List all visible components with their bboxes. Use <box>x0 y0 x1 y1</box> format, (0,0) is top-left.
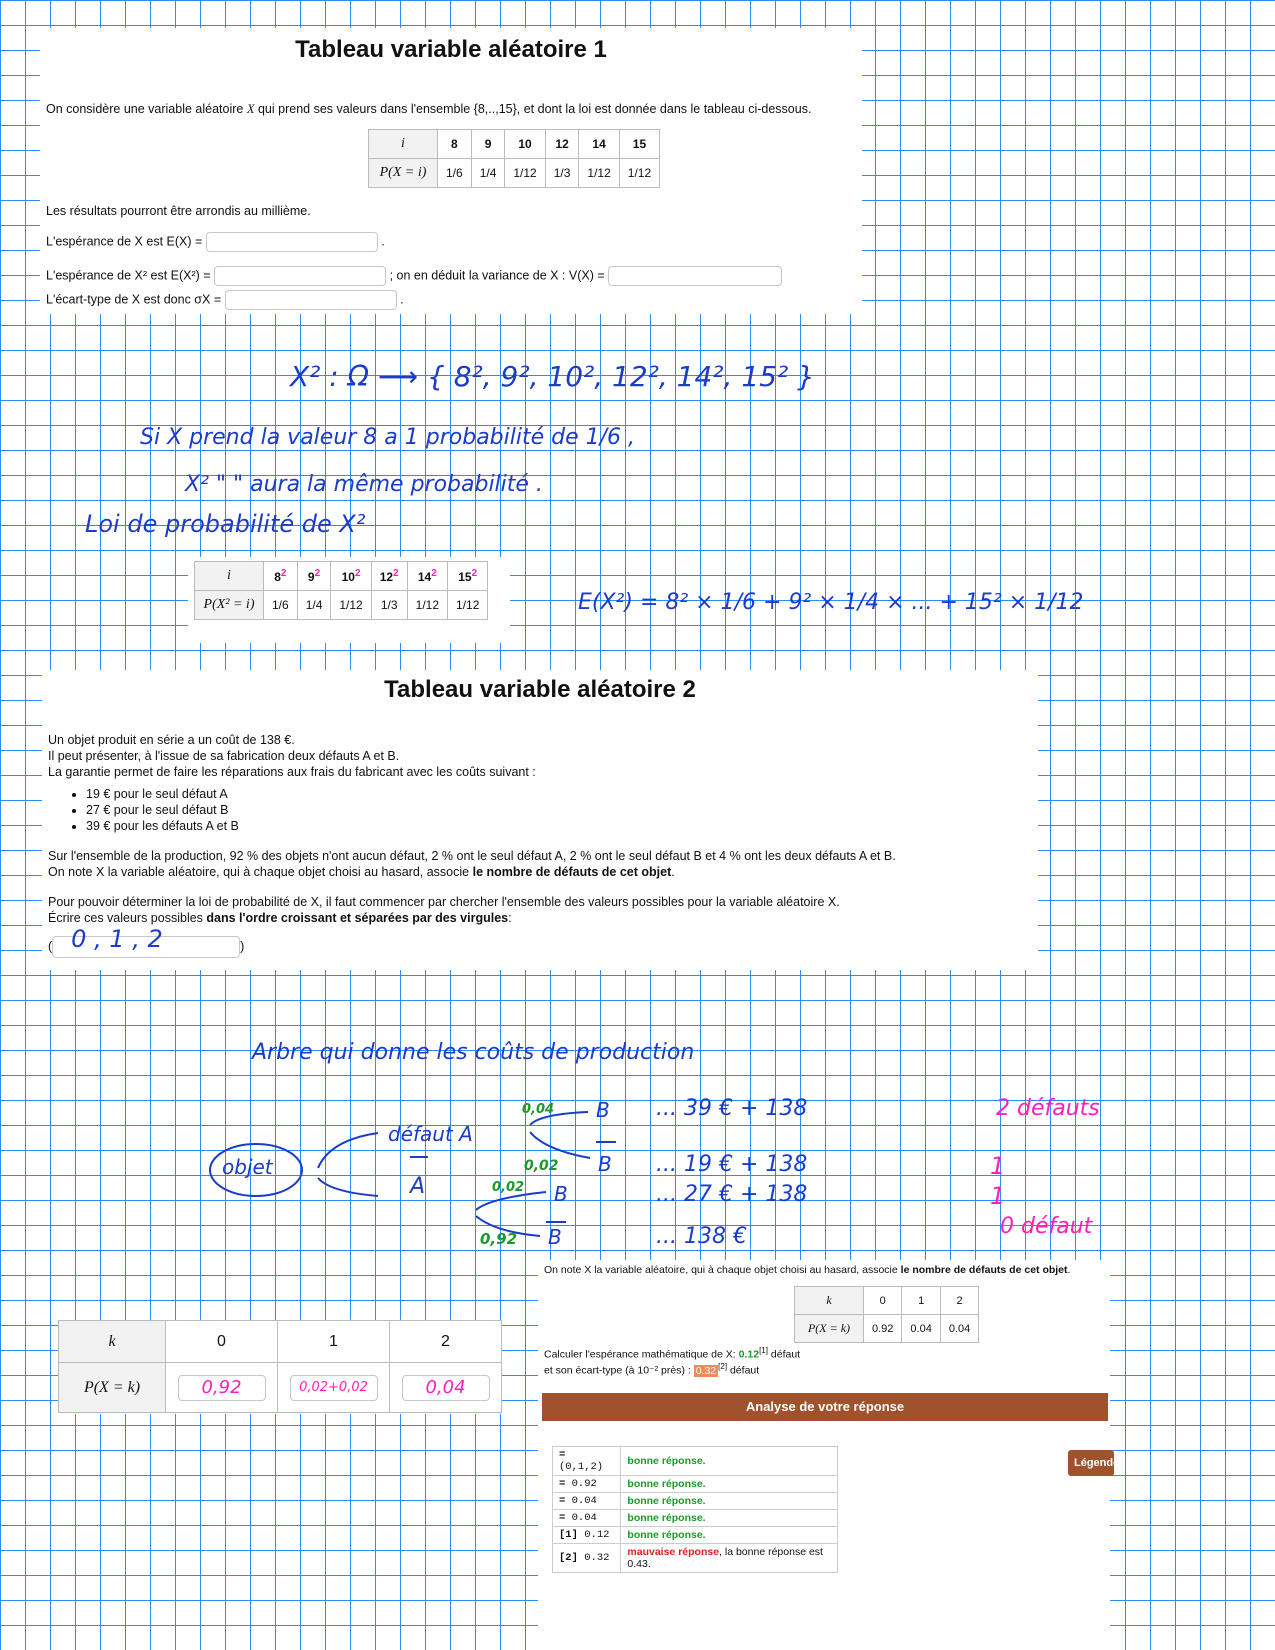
law-prob: 1/12 <box>619 159 659 188</box>
law-prob: 1/12 <box>579 159 619 188</box>
tree-cost-1: ... 39 € + 138 <box>656 1096 808 1121</box>
tree-prob-abarbbar: 0,92 <box>480 1230 518 1248</box>
handwritten-note-line-2: X² " " aura la même probabilité . <box>185 472 543 497</box>
tree-defects-4: 0 défaut <box>1000 1214 1093 1239</box>
expectation-input[interactable] <box>206 232 378 252</box>
tree-cost-4: ... 138 € <box>656 1224 747 1249</box>
analysis-table <box>552 1446 838 1573</box>
table-row: = 0.04 bonne réponse. <box>553 1510 838 1527</box>
answer-table: k 0 1 2 P(X = k) 0,92 0,02+0,02 0,04 <box>58 1320 502 1413</box>
wrong-answer-badge: 0.32 <box>695 1364 717 1377</box>
values-answer-row: ( 0 , 1 , 2 ) <box>48 936 1028 958</box>
law-value: 14 <box>579 130 619 159</box>
handwritten-note-line-1: Si X prend la valeur 8 a 1 probabilité de 1/6 , <box>140 425 636 450</box>
cost-list <box>48 786 1028 834</box>
law-prob: 1/6 <box>438 159 472 188</box>
handwritten-mapping: X² : Ω ⟶ { 8², 9², 10², 12², 14², 15² } <box>290 360 815 393</box>
tree-defects-3: 1 <box>990 1182 1006 1210</box>
table-row: = 0.04 bonne réponse. <box>553 1493 838 1510</box>
exercise-2-title: Tableau variable aléatoire 2 <box>384 676 696 703</box>
tree-defects-2: 1 <box>990 1152 1006 1180</box>
law-value: 10 <box>505 130 545 159</box>
list-item: • 19 € pour le seul défaut A <box>86 786 1028 802</box>
handwritten-formula: E(X²) = 8² × 1/6 + 9² × 1/4 × ... + 15² × 1/12 <box>578 590 1084 615</box>
table-row: [1] 0.12 bonne réponse. <box>553 1527 838 1544</box>
prob-0-input[interactable]: 0,92 <box>178 1375 266 1401</box>
tree-branch-a: défaut A <box>388 1122 473 1146</box>
law-value: 15 <box>619 130 659 159</box>
table-row: = 0.92 bonne réponse. <box>553 1476 838 1493</box>
tree-defects-1: 2 défauts <box>996 1096 1100 1121</box>
handwritten-law-heading: Loi de probabilité de X² <box>85 510 366 538</box>
legend-button[interactable]: Légende <box>1068 1450 1114 1476</box>
expectation-square-input[interactable] <box>214 266 386 286</box>
law-value: 12 <box>545 130 579 159</box>
exercise-1-title: Tableau variable aléatoire 1 <box>295 36 607 63</box>
result-panel <box>538 1260 1120 1650</box>
answer-table-panel <box>58 1320 502 1414</box>
prob-1-input[interactable]: 0,02+0,02 <box>290 1375 378 1401</box>
question-expectation: L'espérance de X est E(X) = . <box>46 232 385 252</box>
result-std-dev: et son écart-type (à 10⁻² près) : 0.32 [2] défaut <box>544 1362 760 1377</box>
table-row: = (0,1,2) bonne réponse. <box>553 1447 838 1476</box>
handwritten-answer: 0 , 1 , 2 <box>71 925 163 953</box>
law-value: 9 <box>471 130 505 159</box>
table-row: [2] 0.32 mauvaise réponse, la bonne réponse est 0.43. <box>553 1544 838 1573</box>
result-expectation: Calculer l'espérance mathématique de X: 0.12[1] défaut <box>544 1346 801 1361</box>
tree-root: objet <box>222 1155 273 1179</box>
tree-leaf-bbar1: B <box>598 1152 612 1176</box>
question-expectation-square: L'espérance de X² est E(X²) = ; on en déduit la variance de X : V(X) = <box>46 266 782 286</box>
exercise-panel-1 <box>40 28 862 314</box>
tree-leaf-b1: B <box>596 1098 610 1122</box>
values-input[interactable] <box>52 925 240 958</box>
tree-prob-ab: 0,04 <box>522 1102 555 1117</box>
law-table-1-prob-label: P(X = i) <box>369 159 438 188</box>
list-item: • 39 € pour les défauts A et B <box>86 818 1028 834</box>
law-table-1-header: i <box>369 130 438 159</box>
tree-heading: Arbre qui donne les coûts de production <box>252 1040 695 1065</box>
tree-prob-abarb: 0,02 <box>492 1180 525 1195</box>
std-dev-input[interactable] <box>225 290 397 310</box>
tree-branch-abar: A <box>410 1174 426 1199</box>
list-item: • 27 € pour le seul défaut B <box>86 802 1028 818</box>
tree-leaf-b2: B <box>554 1182 568 1206</box>
law-prob: 1/12 <box>505 159 545 188</box>
exercise-panel-2 <box>42 670 1038 970</box>
tree-leaf-bbar2: B <box>548 1225 562 1249</box>
exercise-2-text: Un objet produit en série a un coût de 138 €. Il peut présenter, à l'issue de sa fabrication deux défauts A et B. La garantie permet de faire les réparations aux frais du fabricant avec les coûts suivant : • 19 € pour le seul défaut A • 27 € pour le seul défaut B • 39 € pour les défauts A et B Sur l'ensemble de la production, 92 % des objets n'ont aucun défaut, 2 % ont le seul défaut A, 2 % ont le seul défaut B et 4 % ont les deux défauts A et B. On note X la variable aléatoire, qui à chaque objet choisi au hasard, associe le nombre de défauts de cet objet. Pour pouvoir déterminer la loi de probabilité de X, il faut commencer par chercher l'ensemble des valeurs possibles pour la variable aléatoire X. Écrire ces valeurs possibles dans l'ordre croissant et séparées par des virgules: ( 0 , 1 , 2 ) <box>48 732 1028 958</box>
analysis-banner: Analyse de votre réponse <box>542 1393 1108 1421</box>
law-prob: 1/3 <box>545 159 579 188</box>
tree-cost-3: ... 27 € + 138 <box>656 1182 808 1207</box>
tree-prob-abbar: 0,02 <box>524 1158 559 1174</box>
result-law-table: k 0 1 2 P(X = k) 0.92 0.04 0.04 <box>794 1286 979 1343</box>
tree-cost-2: ... 19 € + 138 <box>656 1152 808 1177</box>
result-intro: On note X la variable aléatoire, qui à chaque objet choisi au hasard, associe le nombre de défauts de cet objet. <box>544 1264 1071 1276</box>
exercise-1-intro: On considère une variable aléatoire X qui prend ses valeurs dans l'ensemble {8,..,15}, et dont la loi est donnée dans le tableau ci-dessous. <box>46 102 812 116</box>
law-prob: 1/4 <box>471 159 505 188</box>
question-std-dev: L'écart-type de X est donc σX = . <box>46 290 404 310</box>
law-table-2-panel <box>188 557 510 643</box>
law-table-2: i $8^2$ $9^2$ $10^2$ $12^2$ $14^2$ $15^2$ P(X² = i) 1/6 1/4 1/12 1/3 1/12 1/12 <box>194 561 488 620</box>
variance-input[interactable] <box>608 266 782 286</box>
rounding-note: Les résultats pourront être arrondis au millième. <box>46 204 311 218</box>
law-table-1 <box>368 129 660 188</box>
law-value: 8 <box>438 130 472 159</box>
prob-2-input[interactable]: 0,04 <box>402 1375 490 1401</box>
